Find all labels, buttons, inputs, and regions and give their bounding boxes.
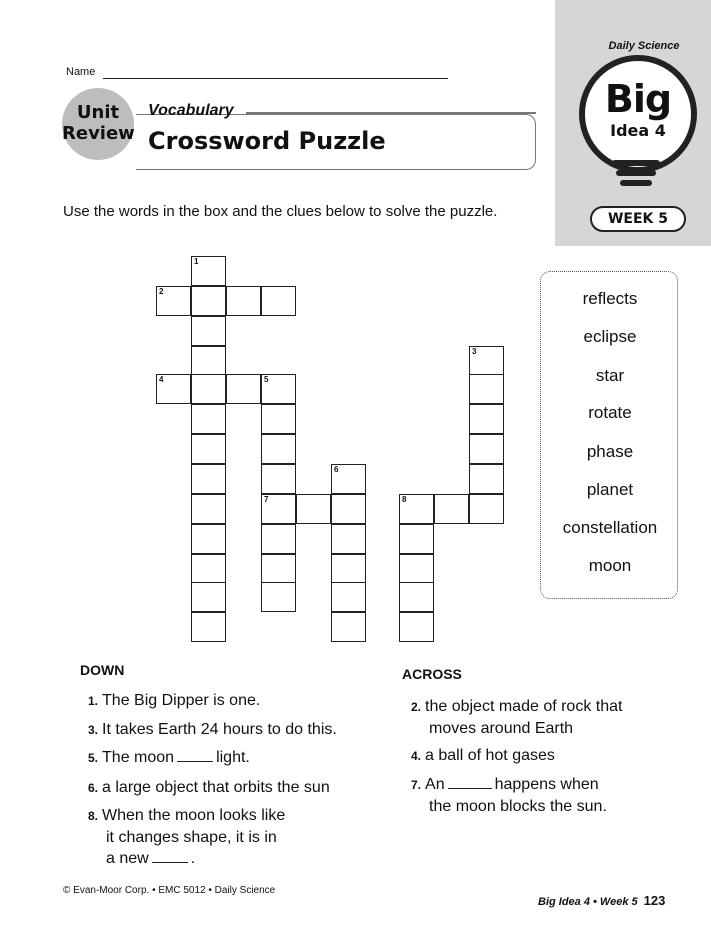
footer-label: Big Idea 4 • Week 5 [538,896,638,908]
crossword-cell[interactable] [191,582,226,612]
bulb-screw-icon [612,160,660,166]
name-field [103,78,448,79]
badge-idea: Idea 4 [610,121,666,140]
crossword-cell[interactable] [261,404,296,434]
crossword-cell[interactable] [226,286,261,316]
clue-text: happens when [494,776,599,793]
crossword-cell[interactable] [156,374,191,404]
badge-big: Big [604,77,672,121]
copyright-footer: © Evan-Moor Corp. • EMC 5012 • Daily Science [63,885,276,896]
crossword-cell[interactable] [191,494,226,524]
crossword-cell[interactable] [331,612,366,642]
clue-across-4 [411,745,555,767]
crossword-cell[interactable] [399,494,434,524]
clue-down-8 [88,805,285,869]
crossword-cell[interactable] [331,464,366,494]
down-heading: DOWN [80,662,125,678]
clue-number: 8. [88,809,99,823]
crossword-cell[interactable] [191,554,226,584]
clue-text: a ball of hot gases [425,747,555,764]
clue-number: 1. [88,694,99,708]
clue-number: 6. [88,781,99,795]
clue-number: 2. [411,700,422,714]
word-bank-item: moon [588,556,632,575]
clue-number: 7. [411,778,422,792]
clue-across-2 [411,696,622,739]
word-bank-item: phase [586,442,634,461]
cell-number: 6 [334,465,339,474]
clue-text: moves around Earth [429,720,574,737]
crossword-cell[interactable] [331,524,366,554]
crossword-cell[interactable] [469,464,504,494]
clue-text: light. [216,749,250,766]
clue-down-6 [88,777,330,799]
name-label: Name [66,66,96,78]
cell-number: 2 [159,287,164,296]
crossword-cell[interactable] [191,374,226,404]
clue-text: the moon blocks the sun. [429,798,607,815]
bulb-screw-icon [620,180,652,186]
crossword-cell[interactable] [191,316,226,346]
crossword-cell[interactable] [261,464,296,494]
across-heading: ACROSS [402,666,462,682]
section-label: Vocabulary [148,102,234,119]
crossword-cell[interactable] [261,434,296,464]
clue-text: When the moon looks like [102,807,286,824]
cell-number: 8 [402,495,407,504]
answer-blank[interactable] [177,749,213,762]
word-bank-item: planet [586,480,634,499]
crossword-cell[interactable] [191,286,226,316]
clue-text: The Big Dipper is one. [102,692,261,709]
page-title: Crossword Puzzle [148,127,386,155]
crossword-cell[interactable] [469,346,504,376]
crossword-cell[interactable] [434,494,469,524]
unit-review-text [62,102,134,144]
crossword-cell[interactable] [191,464,226,494]
crossword-cell[interactable] [191,256,226,286]
crossword-cell[interactable] [261,554,296,584]
cell-number: 7 [264,495,269,504]
cell-number: 3 [472,347,477,356]
clue-down-1 [88,690,260,712]
clue-number: 4. [411,749,422,763]
clue-text: . [190,850,196,867]
crossword-cell[interactable] [469,434,504,464]
crossword-cell[interactable] [156,286,191,316]
cell-number: 1 [194,257,199,266]
word-bank-item: constellation [562,518,658,537]
answer-blank[interactable] [448,776,492,789]
section-rule [246,112,536,114]
crossword-cell[interactable] [399,554,434,584]
clue-text: it changes shape, it is in [106,829,277,846]
crossword-cell[interactable] [261,494,296,524]
clue-across-7 [411,774,607,817]
crossword-cell[interactable] [399,612,434,642]
page-number: 123 [643,893,666,908]
instructions: Use the words in the box and the clues below to solve the puzzle. [63,203,498,220]
crossword-cell[interactable] [331,554,366,584]
clue-text-line3 [106,848,285,869]
crossword-cell[interactable] [261,286,296,316]
crossword-cell[interactable] [469,494,504,524]
cell-number: 4 [159,375,164,384]
crossword-cell[interactable] [191,524,226,554]
unit-review-line2: Review [62,123,135,144]
crossword-cell[interactable] [261,582,296,612]
crossword-cell[interactable] [296,494,331,524]
clue-number: 5. [88,751,99,765]
clue-text: the object made of rock that [425,698,623,715]
clue-text: An [425,776,445,793]
crossword-cell[interactable] [191,346,226,376]
crossword-cell[interactable] [261,524,296,554]
crossword-cell[interactable] [191,404,226,434]
word-bank-item: eclipse [583,327,637,346]
unit-review-badge [62,88,134,160]
word-bank-item: star [595,366,625,385]
clue-text: a new [106,850,149,867]
clue-number: 3. [88,723,99,737]
crossword-cell[interactable] [191,612,226,642]
clue-text: It takes Earth 24 hours to do this. [102,721,337,738]
unit-review-line1: Unit [76,102,120,123]
crossword-cell[interactable] [261,374,296,404]
crossword-cell[interactable] [399,524,434,554]
answer-blank[interactable] [152,850,188,863]
lightbulb-icon [579,55,697,173]
clue-text: The moon [102,749,175,766]
clue-text: a large object that orbits the sun [102,779,330,796]
badge-arc-text: Daily Science [608,40,680,52]
crossword-cell[interactable] [191,434,226,464]
word-bank [540,271,678,599]
crossword-cell[interactable] [226,374,261,404]
page-footer [538,893,665,908]
word-bank-item: reflects [582,289,638,308]
bulb-screw-icon [616,170,656,176]
crossword-cell[interactable] [399,582,434,612]
week-badge: WEEK 5 [590,206,686,232]
crossword-cell[interactable] [469,404,504,434]
word-bank-item: rotate [588,403,632,422]
clue-down-3 [88,719,337,741]
cell-number: 5 [264,375,269,384]
crossword-cell[interactable] [331,582,366,612]
clue-down-5 [88,747,250,769]
crossword-cell[interactable] [469,374,504,404]
crossword-cell[interactable] [331,494,366,524]
